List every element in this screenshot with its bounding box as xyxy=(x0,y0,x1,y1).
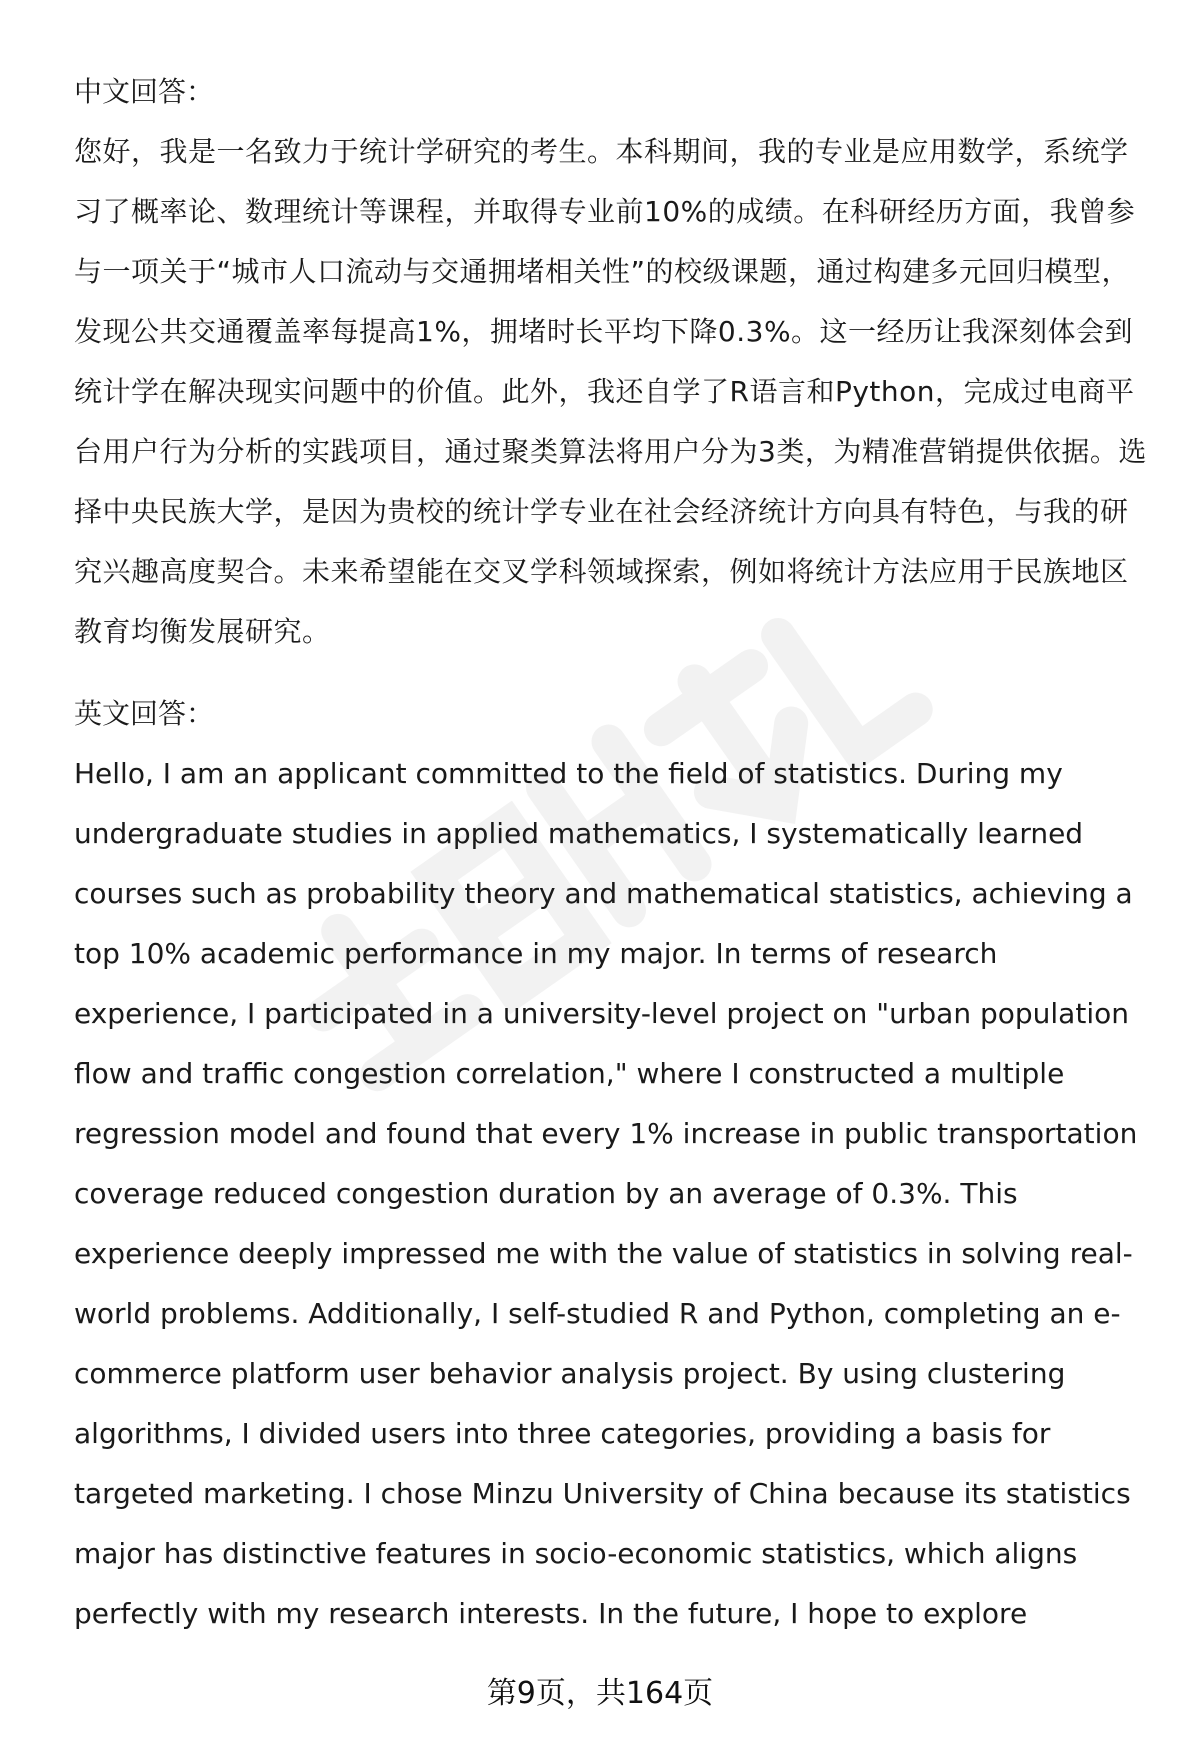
document-body xyxy=(74,62,1154,1644)
chinese-answer-paragraph: 您好，我是一名致力于统计学研究的考生。本科期间，我的专业是应用数学，系统学习了概率论、数理统计等课程，并取得专业前10%的成绩。在科研经历方面，我曾参与一项关于“城市人口流动与交通拥堵相关性”的校级课题，通过构建多元回归模型，发现公共交通覆盖率每提高1%，拥堵时长平均下降0.3%。这一经历让我深刻体会到统计学在解决现实问题中的价值。此外，我还自学了R语言和Python，完成过电商平台用户行为分析的实践项目，通过聚类算法将用户分为3类，为精准营销提供依据。选择中央民族大学，是因为贵校的统计学专业在社会经济统计方向具有特色，与我的研究兴趣高度契合。未来希望能在交叉学科领域探索，例如将统计方法应用于民族地区教育均衡发展研究。 xyxy=(74,135,1147,648)
chinese-section-label: 中文回答： xyxy=(74,75,215,108)
english-answer-paragraph: Hello, I am an applicant committed to the field of statistics. During my undergraduate studies in applied mathematics, I systematically learned courses such as probability theory and mathematical statistics, achieving a top 10% academic performance in my major. In terms of research experience, I participated in a university-level project on "urban population flow and traffic congestion correlation," where I constructed a multiple regression model and found that every 1% increase in public transportation coverage reduced congestion duration by an average of 0.3%. This experience deeply impressed me with the value of statistics in solving real-world problems. Additionally, I self-studied R and Python, completing an e-commerce platform user behavior analysis project. By using clustering algorithms, I divided users into three categories, providing a basis for targeted marketing. I chose Minzu University of China because its statistics major has distinctive features in socio-economic statistics, which aligns perfectly with my research interests. In the future, I hope to explore xyxy=(74,757,1138,1630)
english-section-label: 英文回答： xyxy=(74,697,215,730)
section-gap xyxy=(74,662,1154,684)
page-number-footer: 第9页，共164页 xyxy=(486,1676,714,1711)
